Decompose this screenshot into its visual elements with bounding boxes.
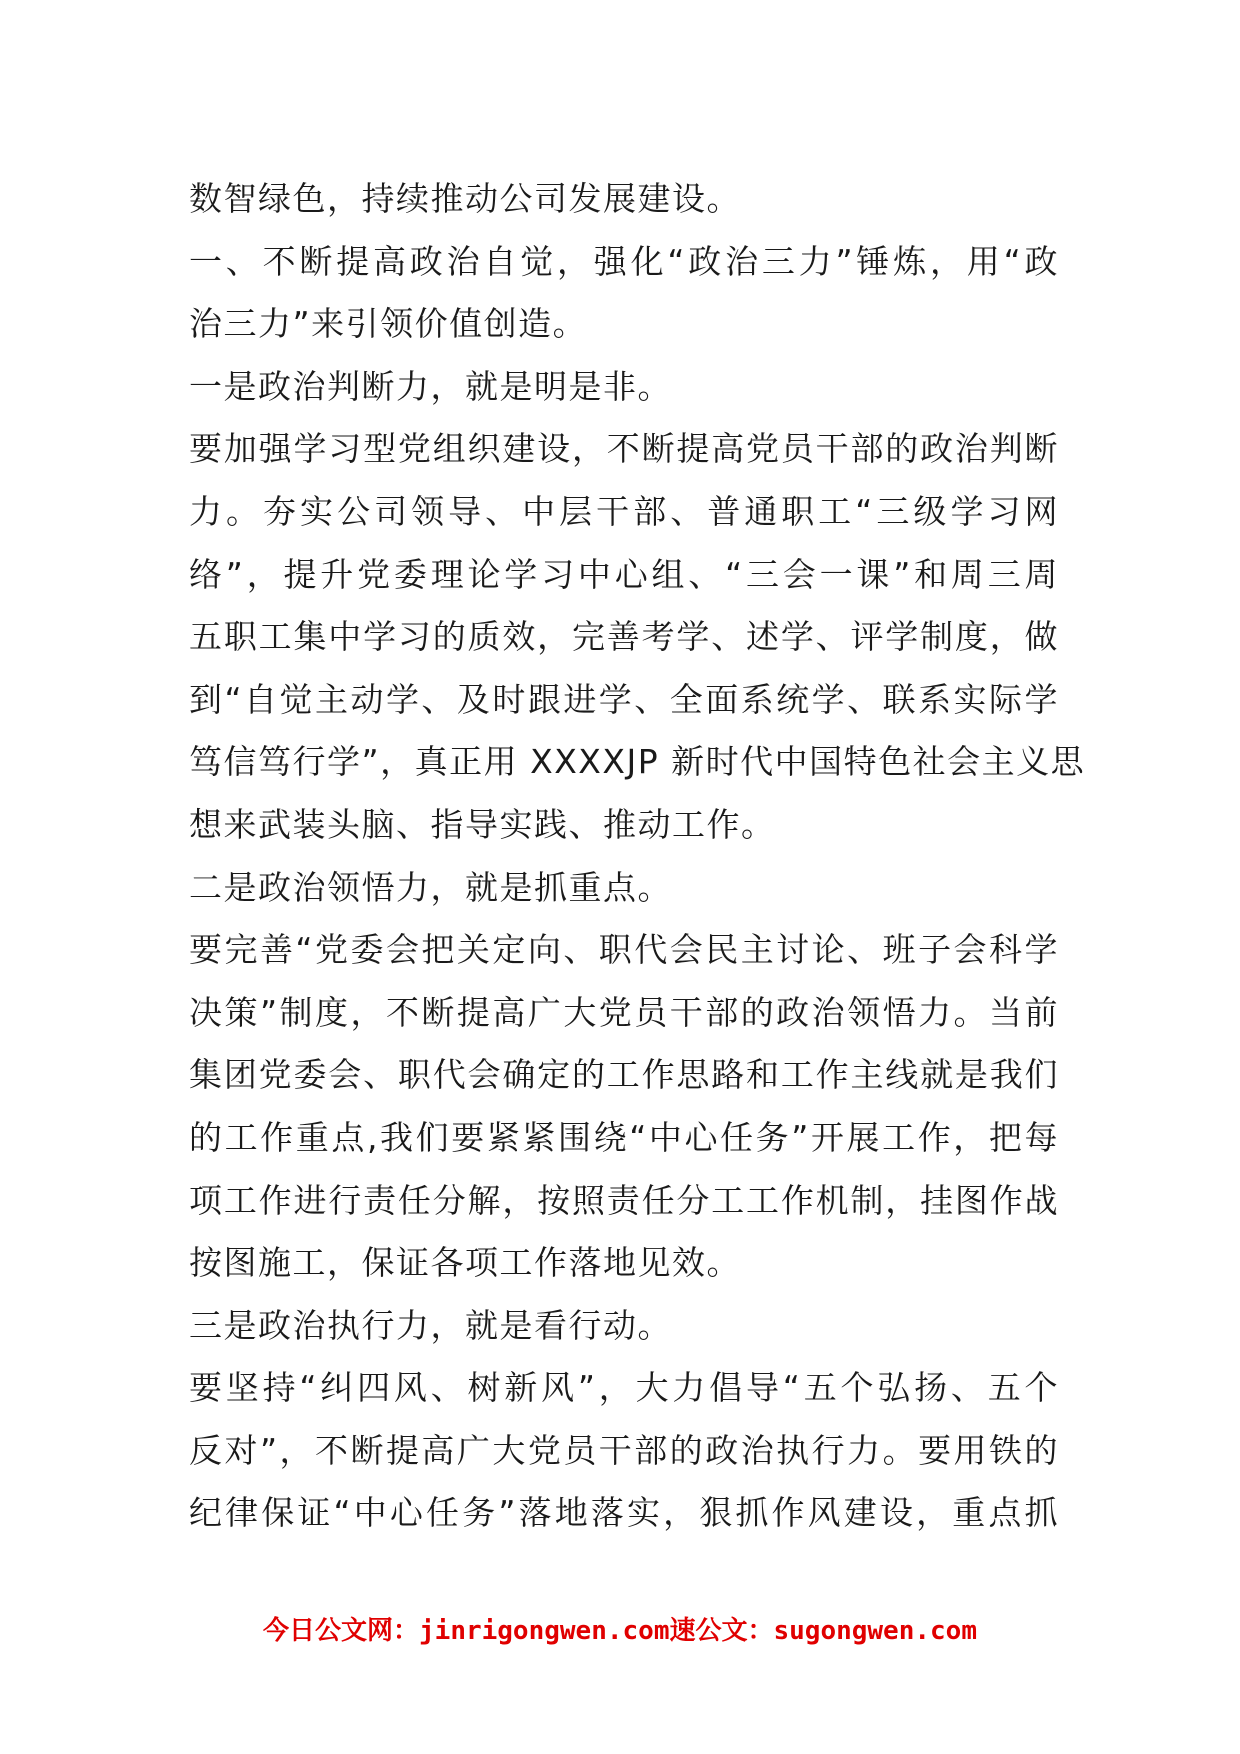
paragraph-line: 纪律保证“中心任务”落地落实，狠抓作风建设，重点抓 (189, 1493, 1059, 1533)
subheading-line: 一是政治判断力，就是明是非。 (189, 366, 672, 406)
section-heading-line: 一、不断提高政治自觉，强化“政治三力”锤炼，用“政 (189, 241, 1059, 281)
section-heading-line: 治三力”来引领价值创造。 (189, 304, 588, 344)
paragraph-line: 决策”制度，不断提高广大党员干部的政治领悟力。当前 (189, 992, 1059, 1032)
subheading-line: 三是政治执行力，就是看行动。 (189, 1305, 672, 1345)
paragraph-line: 反对”，不断提高广大党员干部的政治执行力。要用铁的 (189, 1430, 1059, 1470)
document-body (189, 168, 1086, 1545)
paragraph-line: 数智绿色，持续推动公司发展建设。 (189, 179, 741, 218)
footer-site2-link[interactable]: sugongwen.com (773, 1616, 977, 1646)
footer-watermark (0, 1610, 1240, 1647)
paragraph-line: 要坚持“纠四风、树新风”，大力倡导“五个弘扬、五个 (189, 1368, 1059, 1408)
paragraph-line: 要完善“党委会把关定向、职代会民主讨论、班子会科学 (189, 930, 1059, 970)
paragraph-line: 笃信笃行学”，真正用 XXXXJP 新时代中国特色社会主义思 (189, 742, 1086, 782)
paragraph-line: 力。夯实公司领导、中层干部、普通职工“三级学习网 (189, 491, 1059, 531)
footer-site1-label: 今日公文网： (263, 1616, 420, 1646)
subheading-line: 二是政治领悟力，就是抓重点。 (189, 867, 672, 907)
paragraph-line: 要加强学习型党组织建设，不断提高党员干部的政治判断 (189, 429, 1059, 469)
paragraph-line: 到“自觉主动学、及时跟进学、全面系统学、联系实际学 (189, 679, 1059, 719)
paragraph-line: 络”，提升党委理论学习中心组、“三会一课”和周三周 (189, 554, 1059, 594)
paragraph-line: 想来武装头脑、指导实践、推动工作。 (189, 804, 776, 844)
footer-site2-label: 速公文： (669, 1616, 774, 1646)
paragraph-line: 的工作重点,我们要紧紧围绕“中心任务”开展工作，把每 (189, 1117, 1059, 1157)
footer-site1-link[interactable]: jinrigongwen.com (419, 1616, 670, 1646)
paragraph-line: 集团党委会、职代会确定的工作思路和工作主线就是我们 (189, 1055, 1059, 1095)
paragraph-line: 五职工集中学习的质效，完善考学、述学、评学制度，做 (189, 617, 1059, 657)
paragraph-line: 按图施工，保证各项工作落地见效。 (189, 1243, 741, 1283)
paragraph-line: 项工作进行责任分解，按照责任分工工作机制，挂图作战 (189, 1180, 1059, 1220)
